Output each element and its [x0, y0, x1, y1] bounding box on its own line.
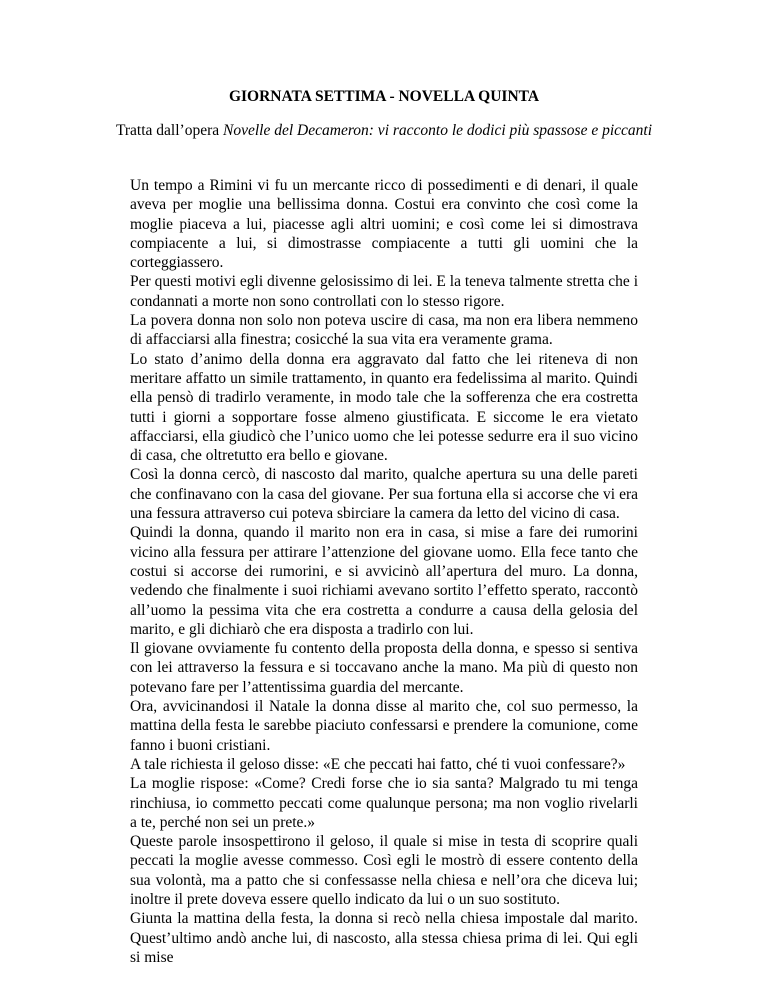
- subtitle-prefix: Tratta dall’opera: [115, 122, 224, 139]
- subtitle: [0, 122, 768, 140]
- paragraph: Così la donna cercò, di nascosto dal marito, qualche apertura su una delle pareti che confinavano con la casa del giovane. Per sua fortuna ella si accorse che vi era una fessura attraverso cui poteva sbirciare la camera da letto del vicino di casa.: [130, 466, 638, 523]
- paragraph: Queste parole insospettirono il geloso, il quale si mise in testa di scoprire quali peccati la moglie avesse commesso. Così egli le mostrò di essere contento della sua volontà, ma a patto che si confessasse nella chiesa e nell’ora che diceva lui; inoltre il prete doveva essere quello indicato da lui o un suo sostituto.: [130, 833, 638, 908]
- paragraph: Un tempo a Rimini vi fu un mercante ricco di possedimenti e di denari, il quale aveva per moglie una bellissima donna. Costui era convinto che così come la moglie piaceva a lui, piacesse agli altri uomini; e così come lei si dimostrava compiacente a lui, si dimostrasse compiacente a tutti gli uomini che la corteggiassero.: [130, 177, 638, 272]
- paragraph: Quindi la donna, quando il marito non era in casa, si mise a fare dei rumorini vicino alla fessura per attirare l’attenzione del giovane uomo. Ella fece tanto che costui si accorse dei rumorini, e si avvicinò all’apertura del muro. La donna, vedendo che finalmente i suoi richiami avevano sortito l’effetto sperato, raccontò all’uomo la pessima vita che era costretta a condurre a causa della gelosia del marito, e gli dichiarò che era disposta a tradirlo con lui.: [130, 524, 638, 638]
- page-title: GIORNATA SETTIMA - NOVELLA QUINTA: [228, 88, 540, 105]
- paragraph: Lo stato d’animo della donna era aggravato dal fatto che lei riteneva di non meritare affatto un simile trattamento, in quanto era fedelissima al marito. Quindi ella pensò di tradirlo veramente, in modo tale che la sofferenza che era costretta tutti i giorni a sopportare fosse almeno giustificata. E siccome le era vietato affacciarsi, ella giudicò che l’unico uomo che lei potesse sedurre era il suo vicino di casa, che oltretutto era bello e giovane.: [130, 350, 638, 465]
- body-text: [130, 176, 638, 967]
- paragraph: La povera donna non solo non poteva uscire di casa, ma non era libera nemmeno di affacciarsi alla finestra; cosicché la sua vita era veramente grama.: [130, 312, 638, 349]
- paragraph: Giunta la mattina della festa, la donna si recò nella chiesa impostale dal marito. Quest’ultimo andò anche lui, di nascosto, alla stessa chiesa prima di lei. Qui egli si mise: [130, 910, 638, 966]
- paragraph: Per questi motivi egli divenne gelosissimo di lei. E la teneva talmente stretta che i condannati a morte non sono controllati con lo stesso rigore.: [130, 273, 638, 310]
- paragraph: Ora, avvicinandosi il Natale la donna disse al marito che, col suo permesso, la mattina della festa le sarebbe piaciuto confessarsi e prendere la comunione, come fanno i buoni cristiani.: [130, 698, 638, 754]
- paragraph: La moglie rispose: «Come? Credi forse che io sia santa? Malgrado tu mi tenga rinchiusa, io commetto peccati come qualunque persona; ma non voglio rivelarli a te, perché non sei un prete.»: [130, 775, 638, 831]
- paragraph: A tale richiesta il geloso disse: «E che peccati hai fatto, ché ti vuoi confessare?»: [130, 755, 626, 773]
- paragraph: Il giovane ovviamente fu contento della proposta della donna, e spesso si sentiva con lei attraverso la fessura e si toccavano anche la mano. Ma più di questo non potevano fare per l’attentissima guardia del mercante.: [130, 640, 638, 696]
- work-title: Novelle del Decameron: vi racconto le dodici più spassose e piccanti: [223, 122, 653, 139]
